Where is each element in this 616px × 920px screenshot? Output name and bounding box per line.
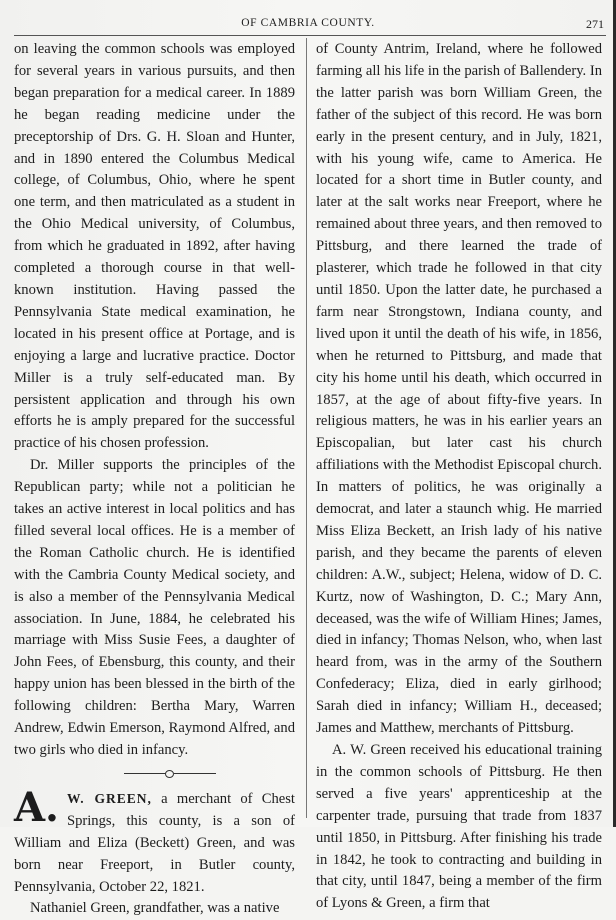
paragraph-grandfather: Nathaniel Green, grandfather, was a native — [30, 900, 280, 917]
subject-name: W. GREEN, — [66, 790, 152, 806]
left-column — [14, 39, 295, 920]
section-separator — [14, 764, 295, 784]
drop-cap: A. — [14, 783, 59, 831]
separator-ornament-icon — [165, 770, 174, 778]
paragraph-green-intro — [14, 783, 295, 899]
paragraph-green-career: A. W. Green received his educational training in the common schools of Pittsburg. He then served a five years' apprenticeship at the carpenter trade, pursuing that trade from 1837 until 1850, in Pittsburg. After finishing his trade in 1842, he took to contracting and building in that city, until 1847, being a member of the firm of Lyons & Green, a firm that — [316, 742, 602, 912]
paragraph-family-history: of County Antrim, Ireland, where he followed farming all his life in the parish of Ballendery. In the latter parish was born William Green, the father of the subject of this record. He was born early in the present century, and in July, 1821, with his young wife, came to America. He located for a short time in Butler county, and later at the salt works near Freeport, where he remained about three years, and then removed to Pittsburg, and there learned the trade of plasterer, which trade he followed in that city until 1850. Upon the latter date, he purchased a farm near Strongstown, Indiana county, and lived upon it until the death of his wife, in 1856, when he returned to Pittsburg, and made that city his home until his death, which occurred in 1857, at the age of about fifty-five years. In religious matters, he was in his earlier years an Episcopalian, but later cast his church affiliations with the Methodist Episcopal church. In matters of politics, he was originally a democrat, and later a staunch whig. He married Miss Eliza Beckett, an Irish lady of his native parish, and they became the parents of eleven children: A.W., subject; Helena, widow of D. C. Kurtz, now of Washington, D. C.; Mary Ann, deceased, was the wife of William Hines; James, died in infancy; Thomas Nelson, who, when last heard from, was in the army of the Southern Confederacy; Eliza, died in early girlhood; Sarah died in infancy; William H., deceased; James and Matthew, merchants of Pittsburg. — [316, 41, 602, 737]
running-head: OF CAMBRIA COUNTY. — [241, 17, 375, 29]
paragraph-miller-politics-family: Dr. Miller supports the principles of the Republican party; while not a politician he takes an active interest in local politics and has filled several local offices. He is a member of the Roman Catholic church. He is identified with the Cambria County Medical society, and is also a member of the Pennsylvania Medical association. In June, 1884, he celebrated his marriage with Miss Susie Fees, a daughter of John Fees, of Ebensburg, this county, and their happy union has been blessed in the birth of the following children: Bertha Mary, Warren Andrew, Edwin Emerson, Raymond Alfred, and two girls who died in infancy. — [14, 457, 295, 758]
column-divider — [306, 38, 307, 818]
page-header — [0, 17, 616, 33]
intro-text: a merchant of Chest Springs, this county, is a son of William and Eliza (Beckett) Green, and was born near Freeport, in Butler county, Pennsylvania, October 22, 1821. — [14, 790, 295, 895]
right-column — [316, 39, 602, 915]
header-rule — [14, 35, 606, 36]
page-number: 271 — [586, 17, 604, 31]
paragraph-miller-education: on leaving the common schools was employed for several years in various pursuits, and then began preparation for a medical career. In 1889 he began reading medicine under the preceptorship of Drs. G. H. Sloan and Hunter, and in 1890 entered the Columbus Medical college, of Columbus, Ohio, where he spent one term, and then matriculated as a student in the Ohio Medical university, of Columbus, from which he graduated in 1892, after having completed a thorough course in that well-known institution. Having passed the Pennsylvania State medical examination, he located in his present office at Portage, and is enjoying a large and lucrative practice. Doctor Miller is a truly self-educated man. By persistent application and through his own efforts he is amply prepared for the successful practice of his chosen profession. — [14, 41, 295, 452]
